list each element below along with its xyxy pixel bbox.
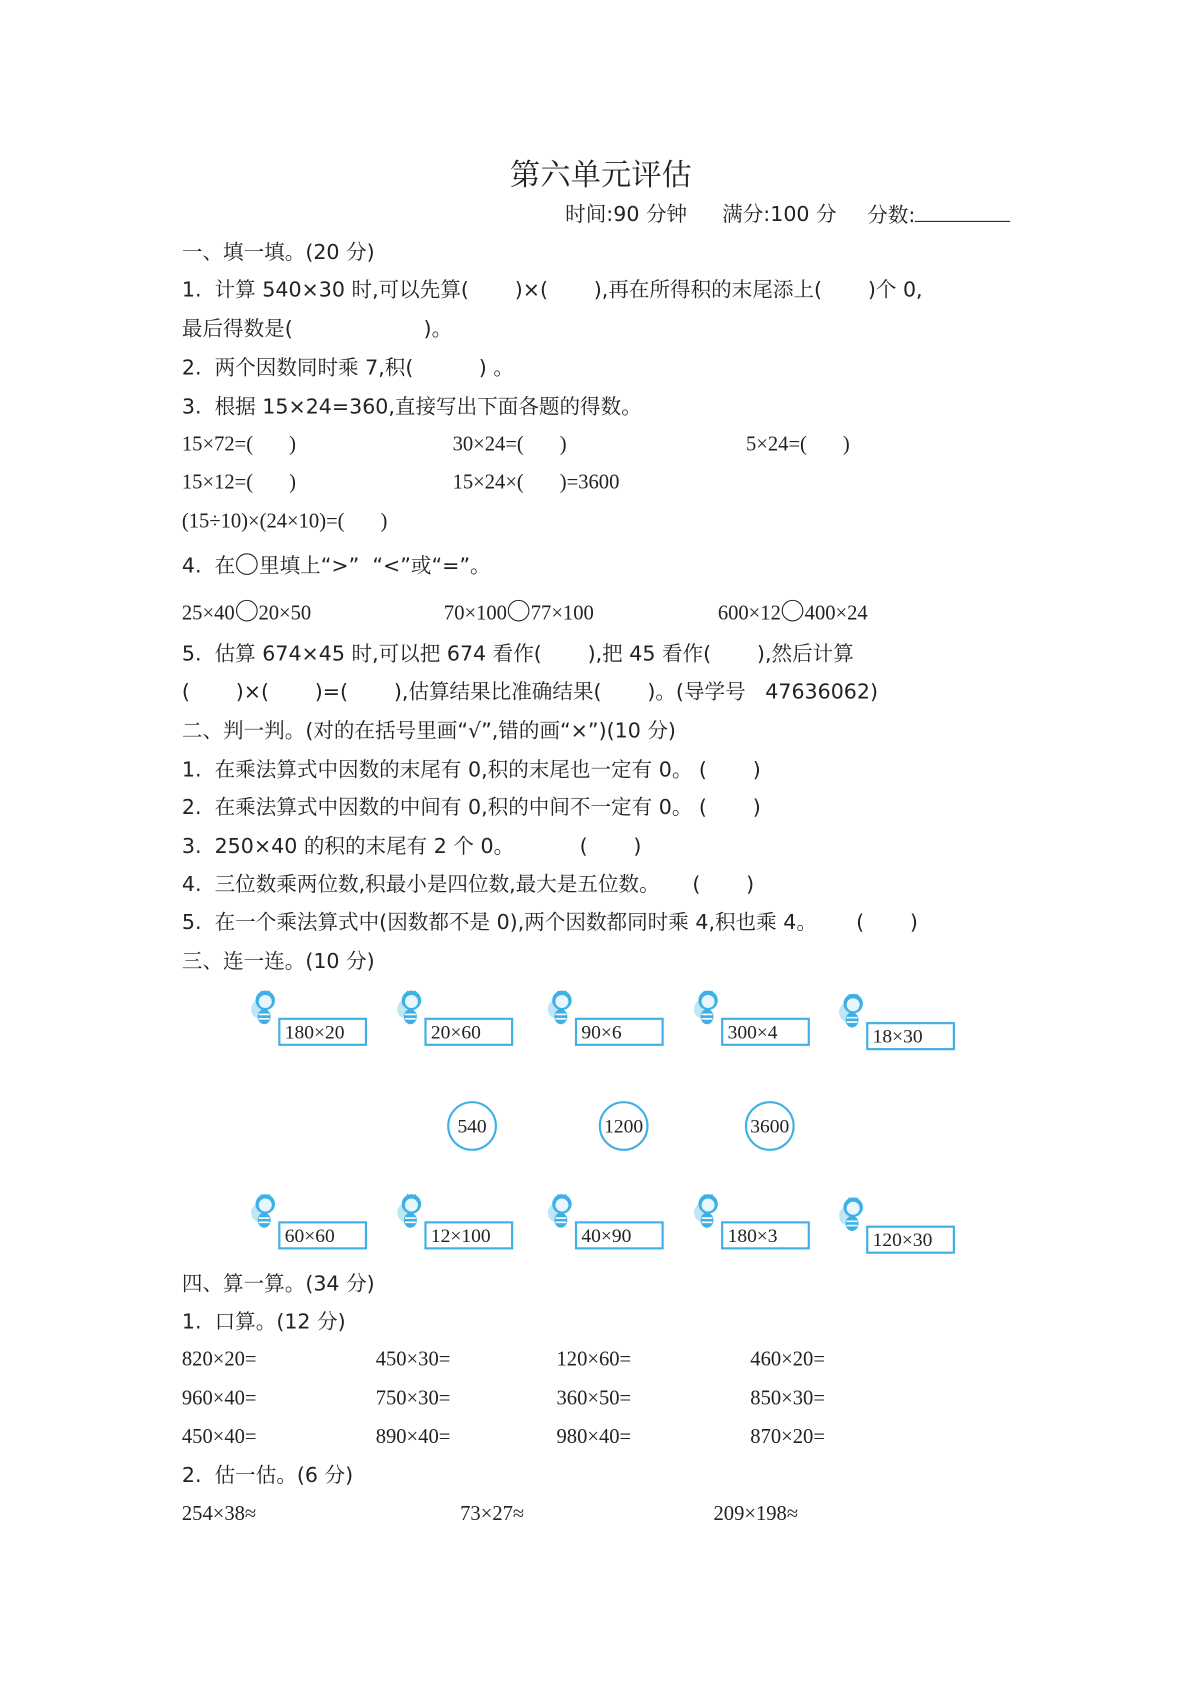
bee-icon — [838, 991, 866, 1030]
expression-card[interactable]: 180×20 — [278, 1018, 367, 1046]
bee-icon — [396, 987, 424, 1026]
oral-item: 820×20= — [181, 1347, 257, 1371]
compare-circle[interactable] — [236, 600, 258, 622]
oral-item: 960×40= — [181, 1386, 257, 1410]
q3-item: 15×12=( ) — [181, 470, 296, 494]
q4-item — [718, 600, 868, 627]
score-label: 分数: — [867, 203, 916, 228]
estimate-item: 209×198≈ — [713, 1502, 799, 1526]
q1-line1: 1. 计算 540×30 时,可以先算( )×( ),再在所得积的末尾添上( )个 0, — [181, 278, 923, 303]
q3-item: 5×24=( ) — [745, 433, 850, 456]
expression-card[interactable]: 90×6 — [575, 1018, 664, 1046]
oral-item: 360×50= — [556, 1386, 632, 1410]
time-label: 时间:90 分钟 — [565, 202, 688, 227]
oral-item: 120×60= — [556, 1347, 632, 1371]
q4 — [182, 553, 491, 579]
score-blank[interactable] — [915, 201, 1010, 222]
product-circle[interactable]: 1200 — [599, 1101, 649, 1151]
q5-line2: ( )×( )=( ),估算结果比准确结果( )。(导学号 47636062) — [181, 679, 879, 704]
q3: 3. 根据 15×24=360,直接写出下面各题的得数。 — [181, 395, 642, 420]
section1-heading: 一、填一填。(20 分) — [181, 240, 375, 265]
bee-icon — [250, 987, 278, 1026]
expression-card[interactable]: 12×100 — [424, 1221, 513, 1249]
q4-text: 里填上“>” “<”或“=”。 — [259, 554, 491, 579]
q3-item: (15÷10)×(24×10)=( ) — [181, 509, 388, 533]
bee-icon — [396, 1191, 424, 1230]
page-title: 第六单元评估 — [509, 156, 692, 193]
section3-heading: 三、连一连。(10 分) — [181, 949, 375, 974]
q4-item — [444, 600, 594, 627]
judge-item: 4. 三位数乘两位数,积最小是四位数,最大是五位数。 ( ) — [181, 872, 755, 897]
judge-item: 2. 在乘法算式中因数的中间有 0,积的中间不一定有 0。 ( ) — [181, 795, 761, 820]
expression-card[interactable]: 120×30 — [866, 1226, 955, 1254]
oral-item: 450×40= — [181, 1425, 257, 1449]
compare-circle[interactable] — [782, 600, 804, 622]
q3-item: 15×72=( ) — [181, 433, 296, 456]
expression-card[interactable]: 18×30 — [866, 1022, 955, 1050]
judge-item: 3. 250×40 的积的末尾有 2 个 0。 ( ) — [181, 834, 642, 859]
bee-icon — [547, 987, 575, 1026]
judge-item: 1. 在乘法算式中因数的末尾有 0,积的末尾也一定有 0。 ( ) — [181, 757, 761, 782]
q4-item — [182, 600, 311, 627]
bee-icon — [547, 1191, 575, 1230]
right-expr: 77×100 — [530, 601, 594, 625]
oral-item: 850×30= — [750, 1386, 825, 1410]
circle-icon — [236, 553, 258, 575]
q3-item: 30×24=( ) — [452, 433, 567, 456]
bee-icon — [838, 1194, 866, 1233]
oral-heading: 1. 口算。(12 分) — [181, 1310, 346, 1334]
section2-heading: 二、判一判。(对的在括号里画“√”,错的画“×”)(10 分) — [181, 718, 676, 743]
q2: 2. 两个因数同时乘 7,积( ) 。 — [181, 356, 514, 381]
section4-heading: 四、算一算。(34 分) — [181, 1272, 375, 1296]
product-circle[interactable]: 3600 — [745, 1101, 795, 1151]
expression-card[interactable]: 20×60 — [424, 1018, 513, 1046]
left-expr: 70×100 — [443, 601, 507, 625]
q1-line2: 最后得数是( )。 — [181, 317, 453, 342]
full-score-label: 满分:100 分 — [722, 202, 837, 227]
q3-item: 15×24×( )=3600 — [452, 470, 620, 494]
expression-card[interactable]: 60×60 — [278, 1221, 367, 1249]
q4-text: 4. 在 — [181, 554, 236, 579]
bee-icon — [693, 1191, 721, 1230]
oral-item: 450×30= — [375, 1347, 451, 1371]
oral-item: 870×20= — [750, 1425, 825, 1449]
compare-circle[interactable] — [508, 600, 530, 622]
expression-card[interactable]: 300×4 — [721, 1018, 810, 1046]
bee-icon — [250, 1191, 278, 1230]
estimate-item: 254×38≈ — [181, 1502, 257, 1526]
expression-card[interactable]: 40×90 — [575, 1221, 664, 1249]
score-field[interactable] — [867, 201, 1010, 228]
estimate-item: 73×27≈ — [460, 1502, 525, 1526]
estimate-heading: 2. 估一估。(6 分) — [181, 1463, 354, 1488]
right-expr: 20×50 — [258, 601, 312, 625]
right-expr: 400×24 — [804, 601, 868, 625]
oral-item: 750×30= — [375, 1386, 451, 1410]
expression-card[interactable]: 180×3 — [721, 1221, 810, 1249]
product-circle[interactable]: 540 — [447, 1101, 497, 1151]
judge-item: 5. 在一个乘法算式中(因数都不是 0),两个因数都同时乘 4,积也乘 4。 ( ) — [181, 910, 918, 935]
q5-line1: 5. 估算 674×45 时,可以把 674 看作( ),把 45 看作( ),然后计算 — [181, 642, 854, 666]
oral-item: 980×40= — [556, 1425, 632, 1449]
left-expr: 25×40 — [181, 601, 235, 625]
oral-item: 890×40= — [375, 1425, 451, 1449]
bee-icon — [693, 987, 721, 1026]
oral-item: 460×20= — [750, 1347, 825, 1371]
left-expr: 600×12 — [717, 601, 781, 625]
